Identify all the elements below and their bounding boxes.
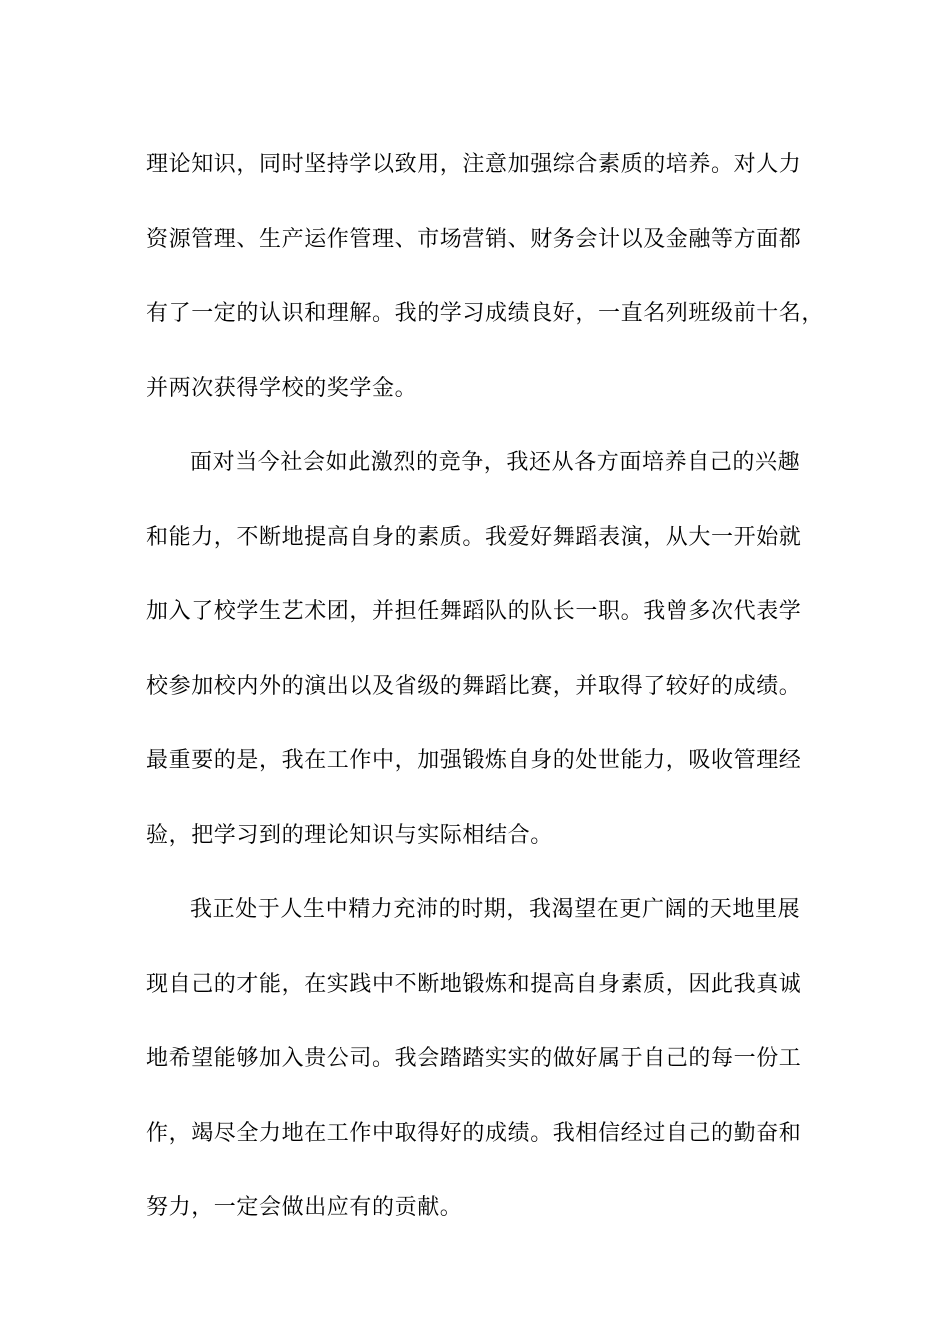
text-line: 地希望能够加入贵公司。我会踏踏实实的做好属于自己的每一份工 bbox=[146, 1046, 802, 1071]
body-text bbox=[146, 128, 826, 1246]
text-line: 作，竭尽全力地在工作中取得好的成绩。我相信经过自己的勤奋和 bbox=[146, 1120, 802, 1146]
text-line: 理论知识，同时坚持学以致用，注意加强综合素质的培养。对人力 bbox=[146, 152, 802, 177]
text-line: 并两次获得学校的奖学金。 bbox=[146, 375, 418, 401]
text-line: 现自己的才能，在实践中不断地锻炼和提高自身素质，因此我真诚 bbox=[146, 971, 802, 997]
text-line: 加入了校学生艺术团，并担任舞蹈队的队长一职。我曾多次代表学 bbox=[146, 599, 802, 624]
text-line: 和能力，不断地提高自身的素质。我爱好舞蹈表演，从大一开始就 bbox=[146, 524, 802, 550]
paragraph-start-line: 面对当今社会如此激烈的竞争，我还从各方面培养自己的兴趣 bbox=[190, 450, 801, 475]
text-line: 资源管理、生产运作管理、市场营销、财务会计以及金融等方面都 bbox=[146, 226, 802, 252]
text-line: 努力，一定会做出应有的贡献。 bbox=[146, 1195, 463, 1220]
text-line: 验，把学习到的理论知识与实际相结合。 bbox=[146, 822, 553, 848]
text-line: 有了一定的认识和理解。我的学习成绩良好，一直名列班级前十名， bbox=[146, 301, 825, 326]
text-line: 最重要的是，我在工作中，加强锻炼自身的处世能力，吸收管理经 bbox=[146, 748, 802, 773]
text-line: 校参加校内外的演出以及省级的舞蹈比赛，并取得了较好的成绩。 bbox=[146, 673, 802, 699]
paragraph-start-line: 我正处于人生中精力充沛的时期，我渴望在更广阔的天地里展 bbox=[190, 897, 801, 922]
